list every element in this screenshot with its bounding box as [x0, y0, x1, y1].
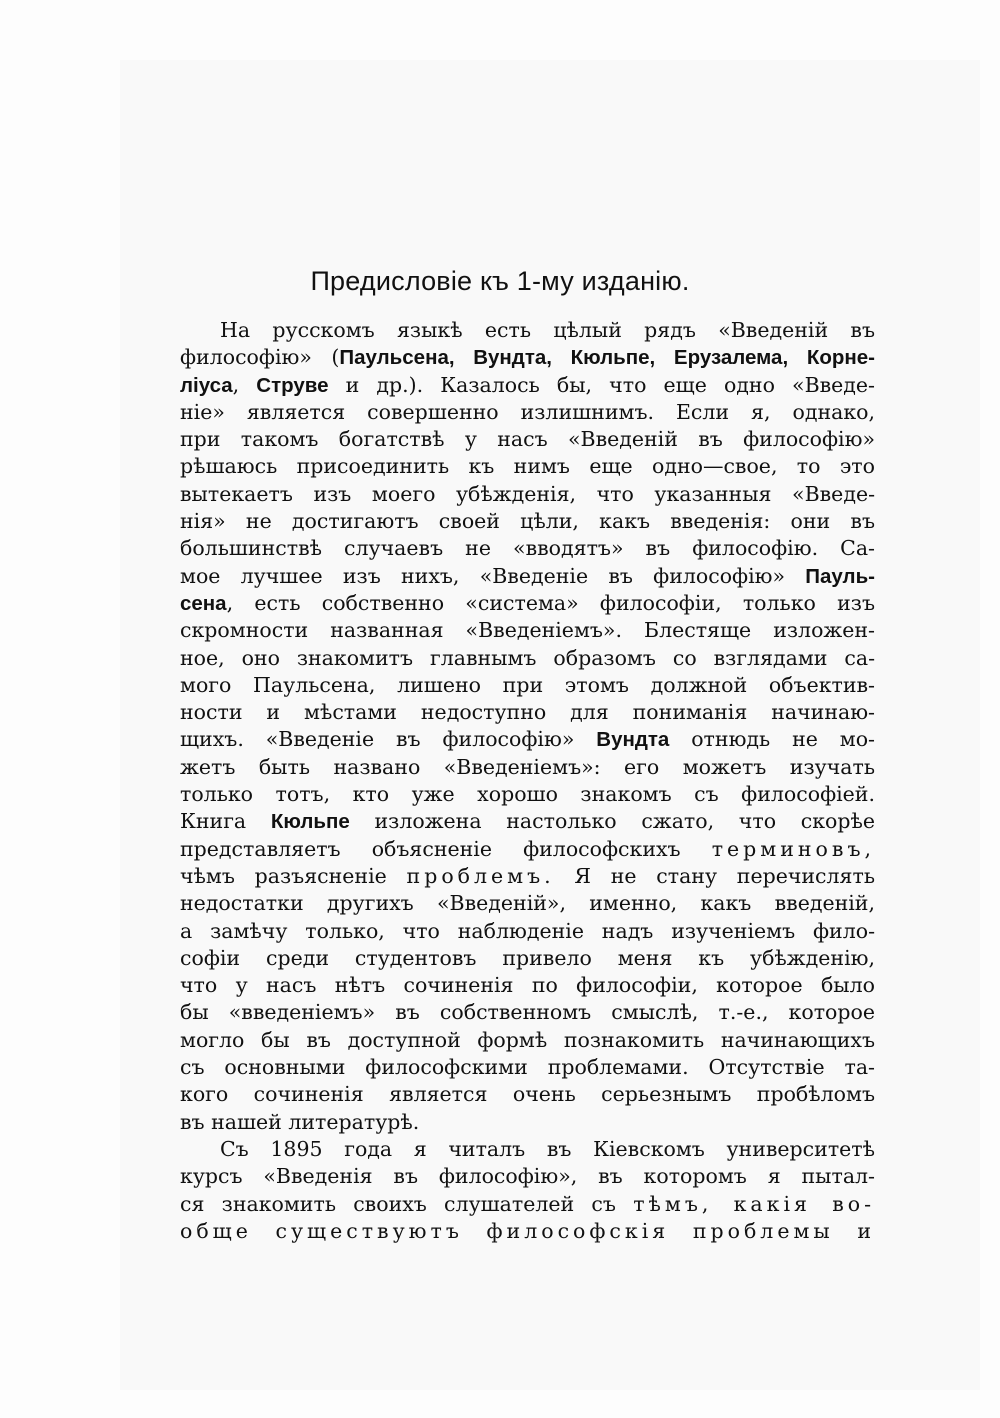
text-segment: щихъ. «Введеніе въ философію» — [180, 727, 597, 752]
text-line: только тотъ, кто уже хорошо знакомъ съ философіей. — [180, 782, 875, 807]
text-line: а замѣчу только, что наблюденіе надъ изученіемъ фило- — [180, 918, 875, 943]
body-text — [180, 317, 875, 1245]
text-segment: изложена настолько сжато, что скорѣе — [349, 809, 875, 834]
text-line — [180, 1218, 875, 1245]
text-line: курсъ «Введенія въ философію», въ которомъ я пытал- — [180, 1164, 875, 1189]
text-line: что у насъ нѣтъ сочиненія по философіи, которое было — [180, 973, 875, 998]
text-line — [180, 808, 875, 835]
text-line — [180, 836, 875, 863]
text-line: въ нашей литературѣ. — [180, 1109, 420, 1134]
spaced-text: проблемъ. — [406, 863, 555, 888]
text-line — [180, 1191, 875, 1218]
spaced-text: обще существуютъ философскія проблемы и — [180, 1218, 875, 1243]
text-line: большинствѣ случаевъ не «вводятъ» въ философію. Са- — [180, 536, 875, 561]
text-line — [180, 563, 875, 590]
text-line: жетъ быть названо «Введеніемъ»: его можетъ изучать — [180, 754, 875, 779]
text-line: могло бы въ доступной формѣ познакомить начинающихъ — [180, 1027, 875, 1052]
text-line: ніе» является совершенно излишнимъ. Если я, однако, — [180, 399, 875, 424]
author-name: Пауль- — [805, 564, 875, 588]
text-segment: Книга — [180, 809, 271, 834]
text-segment: представляетъ объясненіе философскихъ — [180, 836, 712, 861]
spaced-text: тѣмъ, какія во- — [633, 1191, 875, 1216]
author-name: Вундта — [596, 728, 670, 752]
text-line: софіи среди студентовъ привело меня къ убѣжденію, — [180, 945, 875, 970]
text-line: бы «введеніемъ» въ собственномъ смыслѣ, т.-е., которое — [180, 1000, 875, 1025]
text-segment: отнюдь не мо- — [669, 727, 875, 752]
author-names: Паульсена, Вундта, Кюльпе, Ерузалема, Корне- — [339, 346, 875, 370]
text-line: На русскомъ языкѣ есть цѣлый рядъ «Введеній въ — [220, 318, 875, 342]
text-line: скромности названная «Введеніемъ». Блестяще изложен- — [180, 618, 875, 643]
text-segment: Я не стану перечислять — [554, 863, 875, 888]
text-line: при такомъ богатствѣ у насъ «Введеній въ философію» — [180, 427, 875, 452]
text-line — [180, 590, 875, 617]
text-line: кого сочиненія является очень серьезнымъ пробѣломъ — [180, 1082, 875, 1107]
text-line: недостатки другихъ «Введеній», именно, какъ введеній, — [180, 891, 875, 916]
text-line — [180, 863, 875, 890]
text-segment: , есть собственно «система» философіи, только изъ — [226, 590, 875, 615]
author-name: Кюльпе — [270, 810, 350, 834]
author-name: сена — [180, 591, 227, 615]
text-segment: ся знакомить своихъ слушателей съ — [180, 1191, 634, 1216]
text-line — [180, 726, 875, 753]
text-segment: и др.). Казалось бы, что еще одно «Введе- — [328, 372, 875, 397]
text-segment: мое лучшее изъ нихъ, «Введеніе въ философію» — [180, 563, 806, 588]
text-segment: , — [232, 372, 257, 397]
text-line: ное, оно знакомитъ главнымъ образомъ со взглядами са- — [180, 645, 875, 670]
spaced-text: терминовъ, — [711, 836, 875, 861]
text-line — [180, 372, 875, 399]
text-line: съ основными философскими проблемами. Отсутствіе та- — [180, 1055, 875, 1080]
text-line — [180, 344, 875, 371]
page-title: Предисловіе къ 1-му изданію. — [310, 266, 690, 296]
text-line: Съ 1895 года я читалъ въ Кіевскомъ университетѣ — [220, 1136, 875, 1161]
text-line: мого Паульсена, лишено при этомъ должной объектив- — [180, 672, 875, 697]
text-line: вытекаетъ изъ моего убѣжденія, что указанныя «Введе- — [180, 481, 875, 506]
author-name: ліуса — [180, 373, 233, 397]
text-line: нія» не достигаютъ своей цѣли, какъ введенія: они въ — [180, 509, 875, 534]
text-segment: философію» ( — [180, 345, 340, 370]
text-line: рѣшаюсь присоединить къ нимъ еще одно—свое, то это — [180, 454, 875, 479]
text-segment: чѣмъ разъясненіе — [180, 863, 407, 888]
author-name: Струве — [256, 373, 329, 397]
text-line: ности и мѣстами недоступно для пониманія начинаю- — [180, 700, 875, 725]
